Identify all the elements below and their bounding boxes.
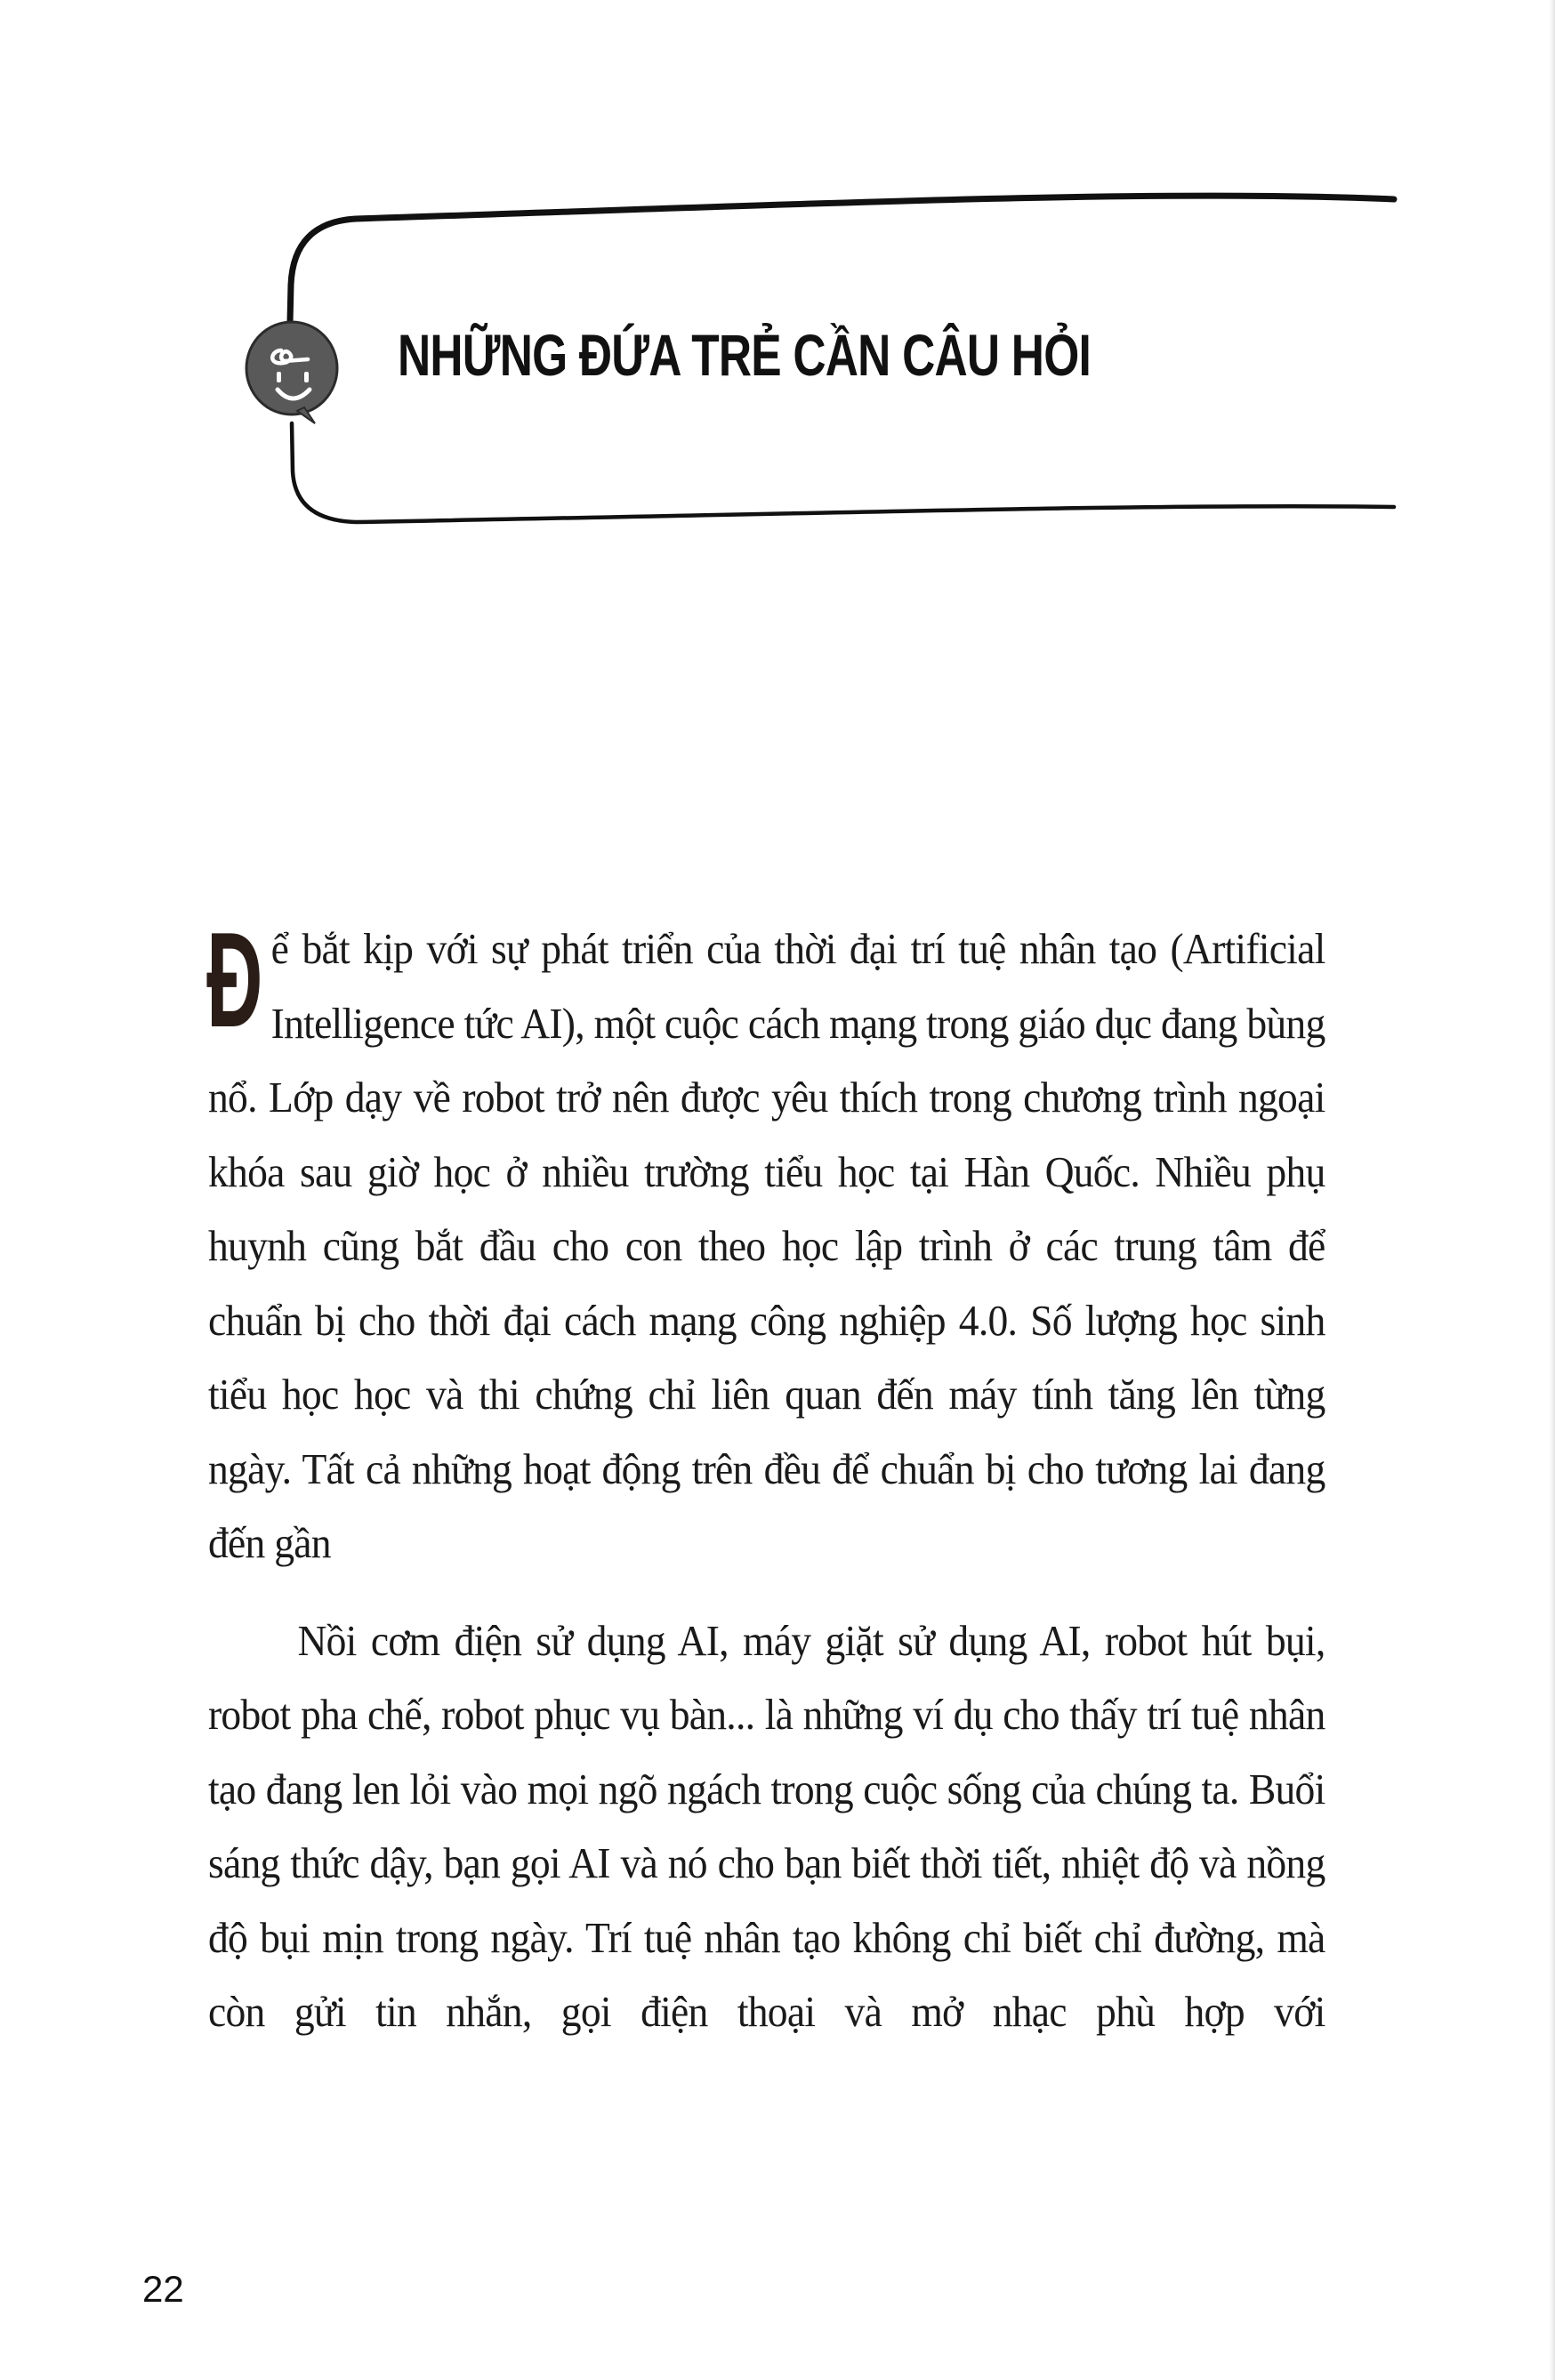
paragraph-1 xyxy=(206,905,1325,1580)
chapter-title-frame xyxy=(0,0,1555,623)
smiley-speech-bubble-icon xyxy=(242,318,345,427)
paragraph-1-text: ể bắt kịp với sự phát triển của thời đại trí tuệ nhân tạo (Artificial Intelligence tức AI), một cuộc cách mạng trong giáo dục đang bùng nổ. Lớp dạy về robot trở nên được yêu thích trong chương trình ngoại khóa sau giờ học ở nhiều trường tiểu học tại Hàn Quốc. Nhiều phụ huynh cũng bắt đầu cho con theo học lập trình ở các trung tâm để chuẩn bị cho thời đại cách mạng công nghiệp 4.0. Số lượng học sinh tiểu học học và thi chứng chỉ liên quan đến máy tính tăng lên từng ngày. Tất cả những hoạt động trên đều để chuẩn bị cho tương lai đang đến gần xyxy=(208,924,1325,1567)
body-text xyxy=(206,905,1325,2049)
page-number: 22 xyxy=(142,2268,184,2310)
drop-cap: Đ xyxy=(206,905,262,1056)
chapter-title: NHỮNG ĐỨA TRẺ CẦN CÂU HỎI xyxy=(398,322,1092,388)
paragraph-2: Nồi cơm điện sử dụng AI, máy giặt sử dụng AI, robot hút bụi, robot pha chế, robot phục vụ bàn... là những ví dụ cho thấy trí tuệ nhân tạo đang len lỏi vào mọi ngõ ngách trong cuộc sống của chúng ta. Buổi sáng thức dậy, bạn gọi AI và nó cho bạn biết thời tiết, nhiệt độ và nồng độ bụi mịn trong ngày. Trí tuệ nhân tạo không chỉ biết chỉ đường, mà còn gửi tin nhắn, gọi điện thoại và mở nhạc phù hợp với xyxy=(208,1615,1325,2036)
